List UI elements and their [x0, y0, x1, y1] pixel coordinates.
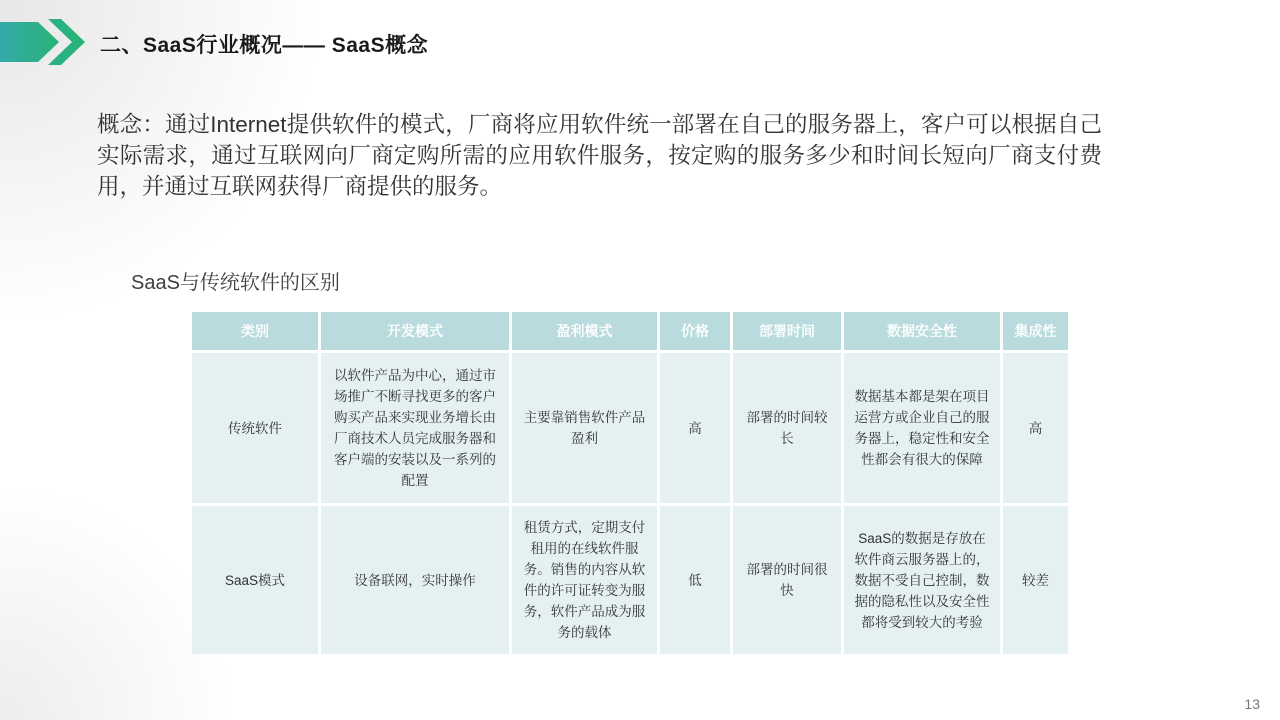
cell-category: 传统软件 [192, 353, 318, 503]
page-number: 13 [1244, 696, 1260, 712]
table-caption: SaaS与传统软件的区别 [131, 272, 340, 294]
cell-price: 高 [660, 353, 730, 503]
column-header-data-security: 数据安全性 [844, 312, 1000, 350]
cell-integration: 较差 [1003, 506, 1068, 654]
cell-deploy-time: 部署的时间很快 [733, 506, 841, 654]
arrow-decoration-icon [0, 19, 100, 65]
table-row-traditional-software [192, 353, 1068, 503]
cell-integration: 高 [1003, 353, 1068, 503]
cell-profit-model: 主要靠销售软件产品盈利 [512, 353, 657, 503]
cell-profit-model: 租赁方式，定期支付租用的在线软件服务。销售的内容从软件的许可证转变为服务，软件产品成为服务的载体 [512, 506, 657, 654]
column-header-category: 类别 [192, 312, 318, 350]
cell-dev-model: 设备联网，实时操作 [321, 506, 509, 654]
column-header-price: 价格 [660, 312, 730, 350]
table-row-saas-model [192, 506, 1068, 654]
concept-paragraph: 概念：通过Internet提供软件的模式，厂商将应用软件统一部署在自己的服务器上，客户可以根据自己实际需求，通过互联网向厂商定购所需的应用软件服务，按定购的服务多少和时间长短向厂商支付费用，并通过互联网获得厂商提供的服务。 [97, 112, 1102, 199]
column-header-profit-model: 盈利模式 [512, 312, 657, 350]
table-header-row [192, 312, 1068, 350]
column-header-deploy-time: 部署时间 [733, 312, 841, 350]
cell-price: 低 [660, 506, 730, 654]
column-header-dev-model: 开发模式 [321, 312, 509, 350]
cell-data-security: SaaS的数据是存放在软件商云服务器上的，数据不受自己控制，数据的隐私性以及安全性都将受到较大的考验 [844, 506, 1000, 654]
cell-deploy-time: 部署的时间较长 [733, 353, 841, 503]
page-title: 二、SaaS行业概况—— SaaS概念 [100, 34, 429, 57]
slide-header [0, 0, 1280, 80]
cell-data-security: 数据基本都是架在项目运营方或企业自己的服务器上，稳定性和安全性都会有很大的保障 [844, 353, 1000, 503]
cell-dev-model: 以软件产品为中心，通过市场推广不断寻找更多的客户购买产品来实现业务增长由厂商技术人员完成服务器和客户端的安装以及一系列的配置 [321, 353, 509, 503]
column-header-integration: 集成性 [1003, 312, 1068, 350]
comparison-table [189, 309, 1071, 657]
cell-category: SaaS模式 [192, 506, 318, 654]
